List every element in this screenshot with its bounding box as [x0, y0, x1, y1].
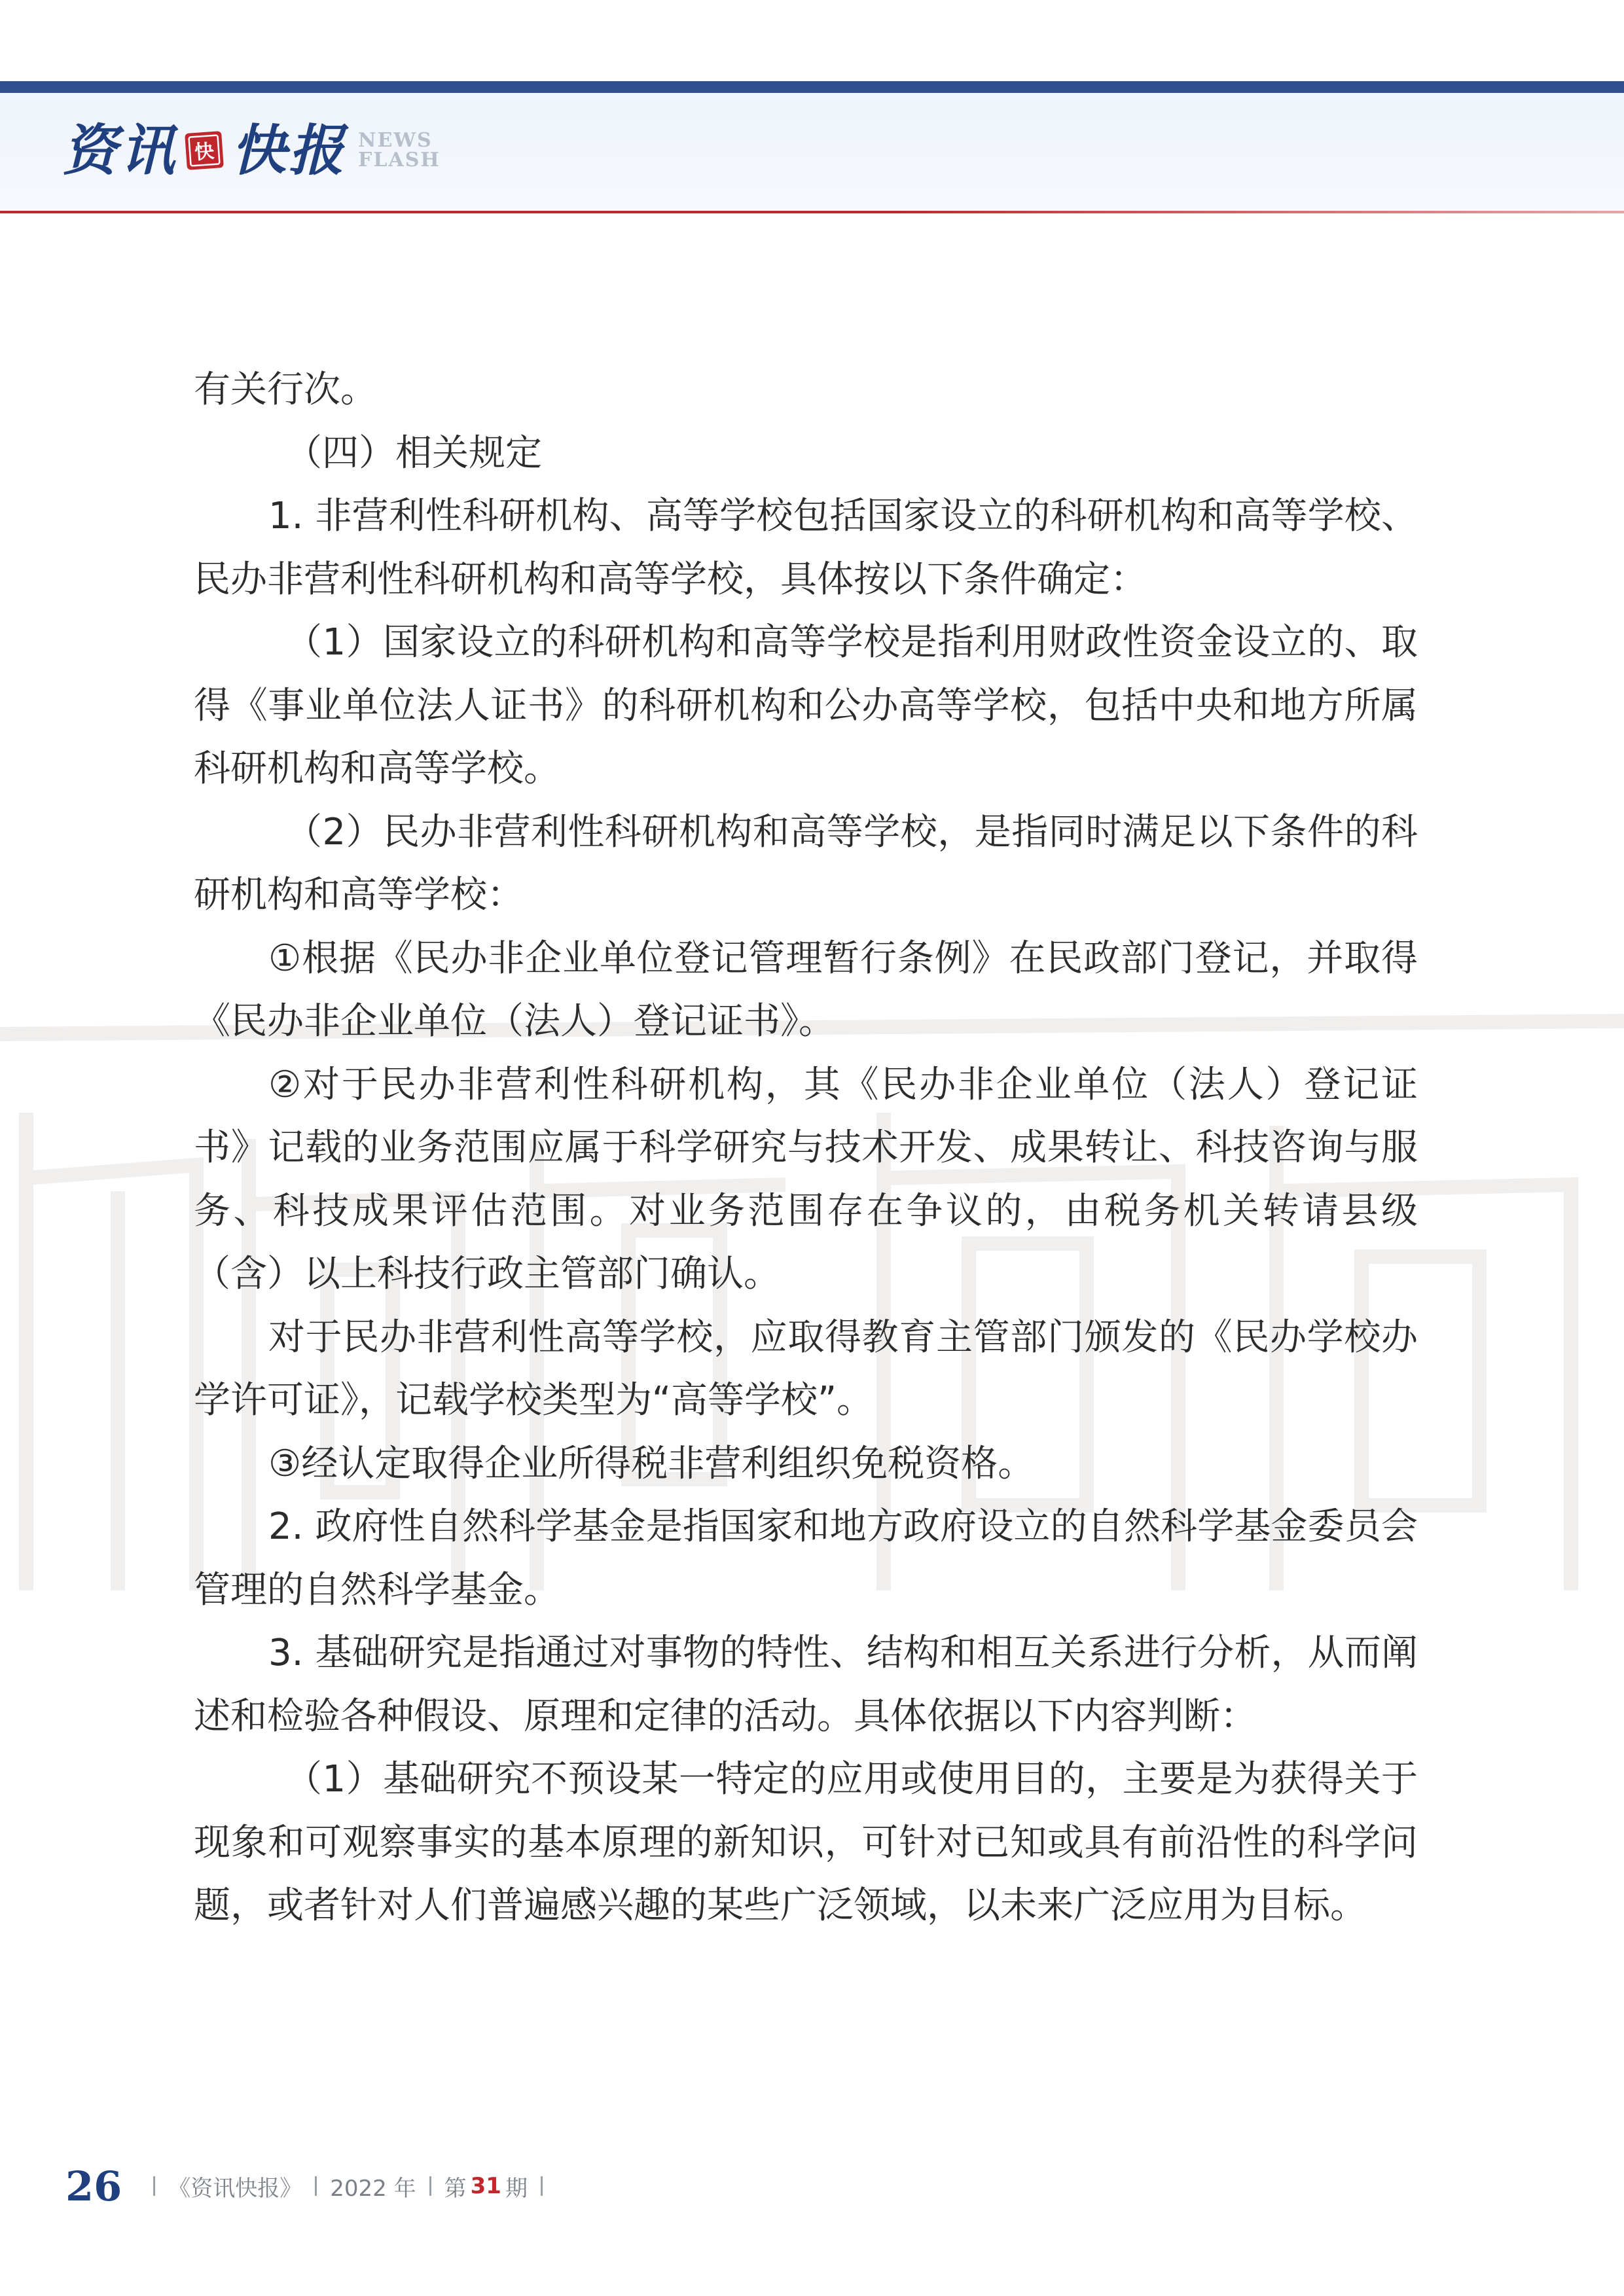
header-top-bar: [0, 81, 1624, 93]
paragraph-subitem-1-1: （1）国家设立的科研机构和高等学校是指利用财政性资金设立的、取得《事业单位法人证书》的科研机构和公办高等学校，包括中央和地方所属科研机构和高等学校。: [194, 621, 1418, 790]
article-body: [194, 359, 1418, 1938]
paragraph-item-3: 3. 基础研究是指通过对事物的特性、结构和相互关系进行分析，从而阐述和检验各种假设、原理和定律的活动。具体依据以下内容判断：: [194, 1632, 1418, 1738]
seal-icon: [183, 129, 226, 172]
masthead-english-line1: NEWS: [358, 129, 433, 152]
footer-separator: [315, 2176, 317, 2196]
paragraph-continuation: 有关行次。: [194, 368, 377, 411]
section-heading-related-rules: （四）相关规定: [285, 431, 542, 475]
footer-separator: [429, 2176, 431, 2196]
footer-issue-number: 31: [470, 2173, 501, 2199]
header-rule: [0, 211, 1624, 213]
svg-text:快: 快: [194, 139, 215, 164]
footer-issue-suffix: 期: [505, 2175, 528, 2202]
footer-separator: [153, 2176, 155, 2196]
page-number: 26: [65, 2162, 122, 2210]
paragraph-condition-2: ②对于民办非营利性科研机构，其《民办非企业单位（法人）登记证书》记载的业务范围应属于科学研究与技术开发、成果转让、科技咨询与服务、科技成果评估范围。对业务范围存在争议的，由税务机关转请县级（含）以上科技行政主管部门确认。: [194, 1063, 1418, 1295]
masthead-title-part2: 快报: [231, 118, 347, 183]
masthead-logo: [62, 111, 441, 190]
page-footer: [65, 2160, 556, 2212]
paragraph-subitem-3-1: （1）基础研究不预设某一特定的应用或使用目的，主要是为获得关于现象和可观察事实的基本原理的新知识，可针对已知或具有前沿性的科学问题，或者针对人们普遍感兴趣的某些广泛领域，以未来广泛应用为目标。: [194, 1758, 1418, 1927]
masthead-english: [358, 131, 441, 170]
page-header: [0, 0, 1624, 216]
paragraph-item-2: 2. 政府性自然科学基金是指国家和地方政府设立的自然科学基金委员会管理的自然科学基金。: [194, 1505, 1418, 1611]
footer-separator: [541, 2176, 543, 2196]
masthead-title-part1: 资讯: [62, 118, 178, 183]
paragraph-condition-3: ③经认定取得企业所得税非营利组织免税资格。: [268, 1442, 1035, 1485]
paragraph-subitem-1-2: （2）民办非营利性科研机构和高等学校，是指同时满足以下条件的科研机构和高等学校：: [194, 810, 1418, 916]
footer-year: 2022 年: [330, 2175, 416, 2202]
paragraph-condition-1: ①根据《民办非企业单位登记管理暂行条例》在民政部门登记，并取得《民办非企业单位（法人）登记证书》。: [194, 937, 1418, 1043]
seal-stamp: [183, 129, 226, 172]
footer-publication: 《资讯快报》: [168, 2175, 302, 2202]
masthead-english-line2: FLASH: [358, 149, 441, 171]
paragraph-private-universities: 对于民办非营利性高等学校，应取得教育主管部门颁发的《民办学校办学许可证》，记载学校类型为“高等学校”。: [194, 1316, 1418, 1422]
footer-issue-prefix: 第: [444, 2175, 467, 2202]
paragraph-item-1: 1. 非营利性科研机构、高等学校包括国家设立的科研机构和高等学校、民办非营利性科研机构和高等学校，具体按以下条件确定：: [194, 495, 1418, 601]
